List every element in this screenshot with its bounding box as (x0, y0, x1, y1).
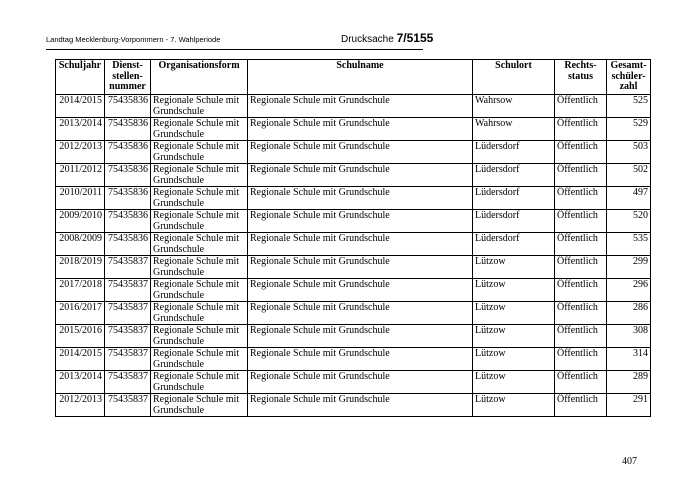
table-row (56, 279, 651, 302)
cell-organisationsform: Regionale Schule mit Grundschule (151, 394, 248, 417)
cell-gesamtschuelerzahl: 497 (607, 187, 651, 210)
table-row (56, 371, 651, 394)
cell-gesamtschuelerzahl: 525 (607, 95, 651, 118)
cell-schuljahr: 2017/2018 (56, 279, 105, 302)
cell-gesamtschuelerzahl: 520 (607, 210, 651, 233)
column-header-schuljahr: Schuljahr (56, 60, 105, 95)
cell-gesamtschuelerzahl: 286 (607, 302, 651, 325)
cell-dienststellennummer: 75435836 (105, 95, 151, 118)
cell-schulort: Lüdersdorf (473, 210, 555, 233)
cell-schulname: Regionale Schule mit Grundschule (248, 325, 473, 348)
cell-schulort: Lüdersdorf (473, 164, 555, 187)
cell-rechtsstatus: Öffentlich (555, 394, 607, 417)
cell-schulname: Regionale Schule mit Grundschule (248, 210, 473, 233)
table-row (56, 233, 651, 256)
cell-schulname: Regionale Schule mit Grundschule (248, 141, 473, 164)
header-drucksache (341, 31, 433, 45)
cell-schuljahr: 2015/2016 (56, 325, 105, 348)
cell-schulname: Regionale Schule mit Grundschule (248, 371, 473, 394)
table-row (56, 141, 651, 164)
table-row (56, 302, 651, 325)
cell-gesamtschuelerzahl: 535 (607, 233, 651, 256)
cell-organisationsform: Regionale Schule mit Grundschule (151, 371, 248, 394)
cell-schulort: Wahrsow (473, 118, 555, 141)
cell-organisationsform: Regionale Schule mit Grundschule (151, 348, 248, 371)
header-rule (46, 49, 423, 50)
cell-organisationsform: Regionale Schule mit Grundschule (151, 95, 248, 118)
cell-schulort: Lützow (473, 279, 555, 302)
cell-dienststellennummer: 75435837 (105, 279, 151, 302)
cell-organisationsform: Regionale Schule mit Grundschule (151, 279, 248, 302)
cell-gesamtschuelerzahl: 291 (607, 394, 651, 417)
cell-schuljahr: 2008/2009 (56, 233, 105, 256)
cell-rechtsstatus: Öffentlich (555, 95, 607, 118)
cell-schulname: Regionale Schule mit Grundschule (248, 256, 473, 279)
table-row (56, 394, 651, 417)
cell-schuljahr: 2013/2014 (56, 371, 105, 394)
drucksache-label: Drucksache (341, 34, 394, 45)
table-header-row (56, 60, 651, 95)
cell-rechtsstatus: Öffentlich (555, 325, 607, 348)
cell-schulort: Lützow (473, 256, 555, 279)
cell-organisationsform: Regionale Schule mit Grundschule (151, 256, 248, 279)
table-row (56, 164, 651, 187)
cell-schulort: Lützow (473, 325, 555, 348)
cell-organisationsform: Regionale Schule mit Grundschule (151, 233, 248, 256)
cell-schulort: Wahrsow (473, 95, 555, 118)
cell-rechtsstatus: Öffentlich (555, 256, 607, 279)
cell-rechtsstatus: Öffentlich (555, 371, 607, 394)
page-number: 407 (622, 456, 637, 467)
cell-dienststellennummer: 75435836 (105, 164, 151, 187)
cell-rechtsstatus: Öffentlich (555, 210, 607, 233)
cell-rechtsstatus: Öffentlich (555, 348, 607, 371)
cell-schuljahr: 2016/2017 (56, 302, 105, 325)
cell-schuljahr: 2010/2011 (56, 187, 105, 210)
cell-gesamtschuelerzahl: 296 (607, 279, 651, 302)
cell-schulort: Lützow (473, 394, 555, 417)
cell-organisationsform: Regionale Schule mit Grundschule (151, 164, 248, 187)
cell-dienststellennummer: 75435837 (105, 348, 151, 371)
cell-schuljahr: 2018/2019 (56, 256, 105, 279)
table-row (56, 95, 651, 118)
cell-gesamtschuelerzahl: 529 (607, 118, 651, 141)
column-header-dienststellennummer: Dienst- stellen- nummer (105, 60, 151, 95)
cell-schulort: Lüdersdorf (473, 233, 555, 256)
column-header-rechtsstatus: Rechts- status (555, 60, 607, 95)
cell-schulname: Regionale Schule mit Grundschule (248, 95, 473, 118)
table-body (56, 95, 651, 417)
cell-dienststellennummer: 75435837 (105, 256, 151, 279)
column-header-gesamtschuelerzahl: Gesamt- schüler- zahl (607, 60, 651, 95)
cell-dienststellennummer: 75435837 (105, 325, 151, 348)
cell-schuljahr: 2014/2015 (56, 95, 105, 118)
table-row (56, 256, 651, 279)
table-row (56, 187, 651, 210)
cell-dienststellennummer: 75435836 (105, 118, 151, 141)
cell-dienststellennummer: 75435837 (105, 394, 151, 417)
cell-organisationsform: Regionale Schule mit Grundschule (151, 187, 248, 210)
cell-rechtsstatus: Öffentlich (555, 187, 607, 210)
cell-rechtsstatus: Öffentlich (555, 279, 607, 302)
cell-schulname: Regionale Schule mit Grundschule (248, 279, 473, 302)
cell-gesamtschuelerzahl: 299 (607, 256, 651, 279)
column-header-schulname: Schulname (248, 60, 473, 95)
cell-schulname: Regionale Schule mit Grundschule (248, 394, 473, 417)
cell-dienststellennummer: 75435836 (105, 233, 151, 256)
cell-rechtsstatus: Öffentlich (555, 233, 607, 256)
header-parliament-label: Landtag Mecklenburg-Vorpommern - 7. Wahlperiode (46, 35, 221, 44)
cell-organisationsform: Regionale Schule mit Grundschule (151, 325, 248, 348)
cell-schulort: Lüdersdorf (473, 141, 555, 164)
school-table (55, 59, 651, 417)
column-header-schulort: Schulort (473, 60, 555, 95)
table-row (56, 118, 651, 141)
cell-organisationsform: Regionale Schule mit Grundschule (151, 141, 248, 164)
cell-schulname: Regionale Schule mit Grundschule (248, 164, 473, 187)
cell-rechtsstatus: Öffentlich (555, 118, 607, 141)
cell-dienststellennummer: 75435836 (105, 141, 151, 164)
cell-gesamtschuelerzahl: 503 (607, 141, 651, 164)
cell-schulname: Regionale Schule mit Grundschule (248, 118, 473, 141)
cell-schuljahr: 2012/2013 (56, 141, 105, 164)
cell-gesamtschuelerzahl: 314 (607, 348, 651, 371)
cell-organisationsform: Regionale Schule mit Grundschule (151, 118, 248, 141)
cell-schuljahr: 2013/2014 (56, 118, 105, 141)
cell-gesamtschuelerzahl: 502 (607, 164, 651, 187)
cell-dienststellennummer: 75435836 (105, 210, 151, 233)
cell-schulname: Regionale Schule mit Grundschule (248, 187, 473, 210)
cell-schuljahr: 2012/2013 (56, 394, 105, 417)
column-header-organisationsform: Organisationsform (151, 60, 248, 95)
table-row (56, 325, 651, 348)
cell-schulort: Lützow (473, 371, 555, 394)
table-row (56, 210, 651, 233)
cell-schulort: Lützow (473, 302, 555, 325)
cell-rechtsstatus: Öffentlich (555, 141, 607, 164)
cell-schuljahr: 2009/2010 (56, 210, 105, 233)
cell-schulname: Regionale Schule mit Grundschule (248, 348, 473, 371)
cell-dienststellennummer: 75435836 (105, 187, 151, 210)
cell-schulort: Lüdersdorf (473, 187, 555, 210)
cell-dienststellennummer: 75435837 (105, 302, 151, 325)
cell-schulort: Lützow (473, 348, 555, 371)
cell-rechtsstatus: Öffentlich (555, 164, 607, 187)
cell-schuljahr: 2011/2012 (56, 164, 105, 187)
cell-gesamtschuelerzahl: 308 (607, 325, 651, 348)
table-row (56, 348, 651, 371)
cell-schulname: Regionale Schule mit Grundschule (248, 302, 473, 325)
cell-organisationsform: Regionale Schule mit Grundschule (151, 210, 248, 233)
cell-schuljahr: 2014/2015 (56, 348, 105, 371)
cell-rechtsstatus: Öffentlich (555, 302, 607, 325)
drucksache-number: 7/5155 (396, 31, 434, 45)
cell-organisationsform: Regionale Schule mit Grundschule (151, 302, 248, 325)
cell-dienststellennummer: 75435837 (105, 371, 151, 394)
cell-gesamtschuelerzahl: 289 (607, 371, 651, 394)
cell-schulname: Regionale Schule mit Grundschule (248, 233, 473, 256)
